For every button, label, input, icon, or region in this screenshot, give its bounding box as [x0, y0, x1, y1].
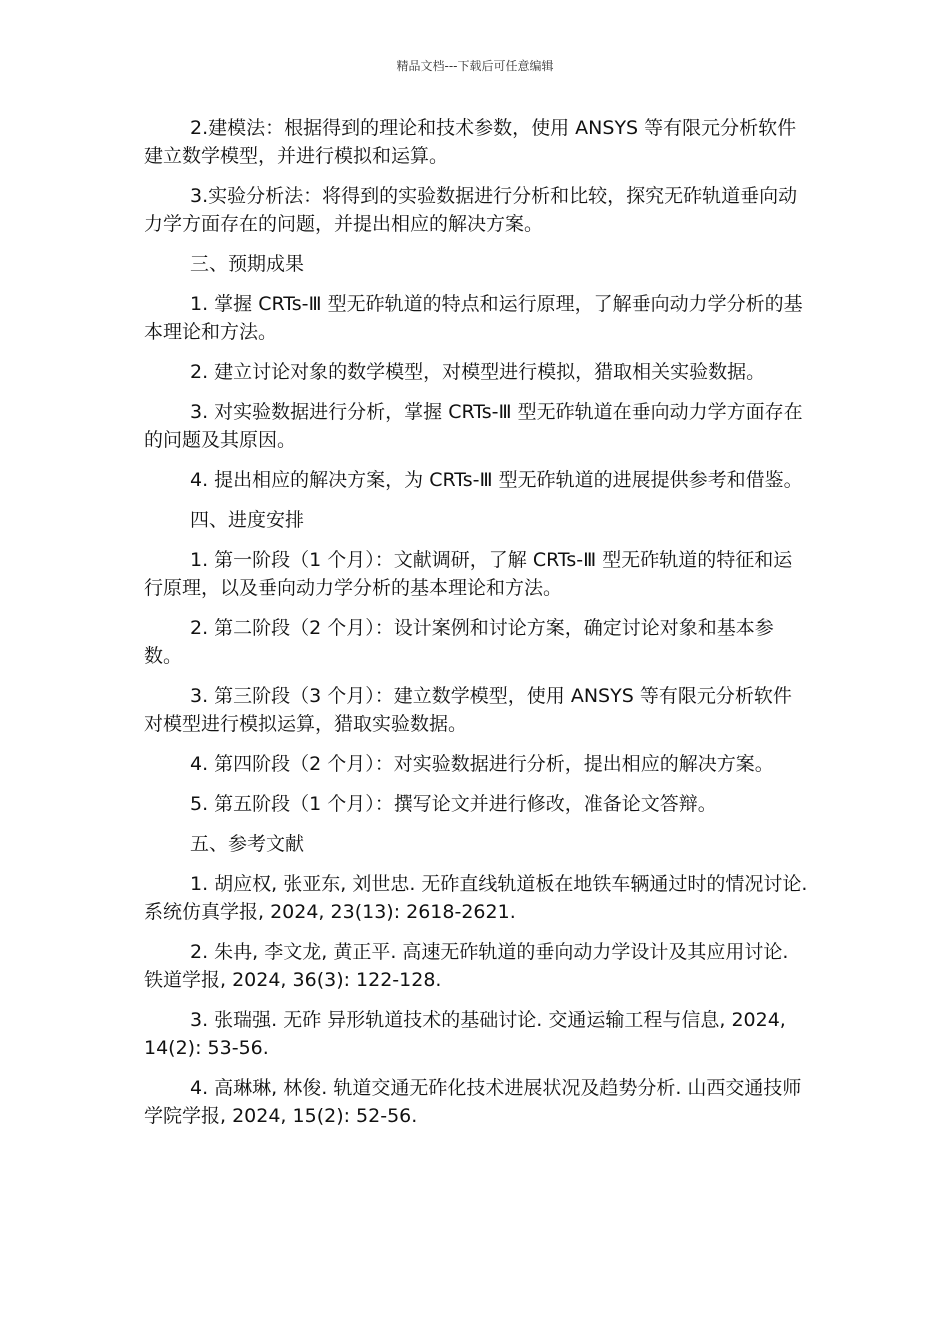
reference-item: 1. 胡应权, 张亚东, 刘世忠. 无砟直线轨道板在地铁车辆通过时的情况讨论. 系统仿真学报, 2024, 23(13): 2618-2621.: [144, 873, 808, 923]
page-header: 精品文档---下载后可任意编辑: [396, 59, 554, 73]
expected-result-item: 2. 建立讨论对象的数学模型，对模型进行模拟，猎取相关实验数据。: [190, 361, 766, 383]
document-body: [144, 114, 808, 1142]
section-heading-expected-results: 三、预期成果: [190, 253, 305, 275]
schedule-item: 3. 第三阶段（3 个月）：建立数学模型，使用 ANSYS 等有限元分析软件对模型进行模拟运算，猎取实验数据。: [144, 685, 792, 735]
reference-item: 2. 朱冉, 李文龙, 黄正平. 高速无砟轨道的垂向动力学设计及其应用讨论. 铁道学报, 2024, 36(3): 122-128.: [144, 941, 789, 991]
reference-item: 3. 张瑞强. 无砟 异形轨道技术的基础讨论. 交通运输工程与信息, 2024, 14(2): 53-56.: [144, 1009, 786, 1059]
method-experiment-paragraph: 3.实验分析法：将得到的实验数据进行分析和比较，探究无砟轨道垂向动力学方面存在的问题，并提出相应的解决方案。: [144, 185, 798, 235]
expected-result-item: 3. 对实验数据进行分析，掌握 CRTs-Ⅲ 型无砟轨道在垂向动力学方面存在的问题及其原因。: [144, 401, 803, 451]
reference-item: 4. 高琳琳, 林俊. 轨道交通无砟化技术进展状况及趋势分析. 山西交通技师学院学报, 2024, 15(2): 52-56.: [144, 1077, 802, 1127]
section-heading-references: 五、参考文献: [190, 833, 305, 855]
schedule-item: 2. 第二阶段（2 个月）：设计案例和讨论方案，确定讨论对象和基本参数。: [144, 617, 774, 667]
method-modeling-paragraph: 2.建模法：根据得到的理论和技术参数，使用 ANSYS 等有限元分析软件建立数学模型，并进行模拟和运算。: [144, 117, 797, 167]
schedule-item: 4. 第四阶段（2 个月）：对实验数据进行分析，提出相应的解决方案。: [190, 753, 774, 775]
section-heading-schedule: 四、进度安排: [190, 509, 305, 531]
expected-result-item: 4. 提出相应的解决方案，为 CRTs-Ⅲ 型无砟轨道的进展提供参考和借鉴。: [190, 469, 803, 491]
expected-result-item: 1. 掌握 CRTs-Ⅲ 型无砟轨道的特点和运行原理，了解垂向动力学分析的基本理论和方法。: [144, 293, 803, 343]
schedule-item: 5. 第五阶段（1 个月）：撰写论文并进行修改，准备论文答辩。: [190, 793, 717, 815]
schedule-item: 1. 第一阶段（1 个月）：文献调研，了解 CRTs-Ⅲ 型无砟轨道的特征和运行原理，以及垂向动力学分析的基本理论和方法。: [144, 549, 793, 599]
